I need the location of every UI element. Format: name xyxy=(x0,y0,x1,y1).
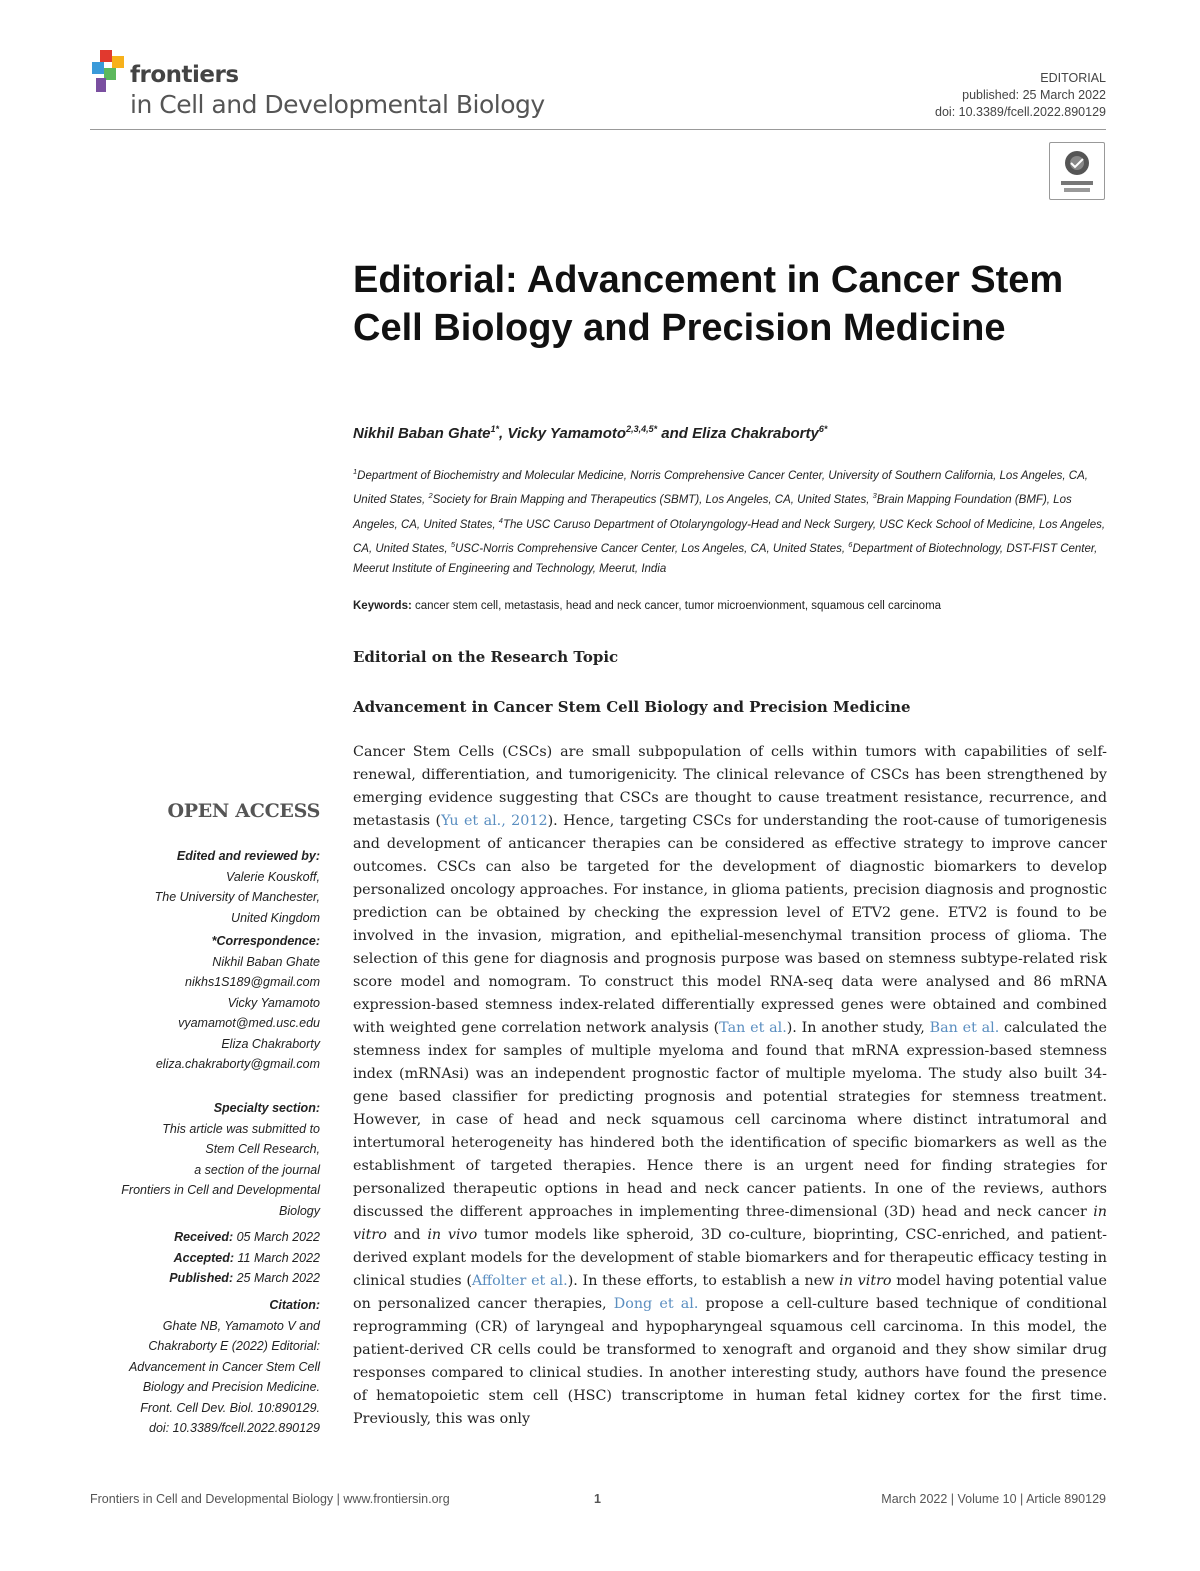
corr-email[interactable]: vyamamot@med.usc.edu xyxy=(178,1016,320,1030)
affiliation: Department of Biotechnology, DST-FIST Center, Meerut Institute of Engineering and Technology, Meerut, India xyxy=(353,542,1098,576)
keywords xyxy=(353,600,1113,612)
body-text: Cancer Stem Cells (CSCs) are small subpopulation of cells within tumors with capabilities of self-renewal, differentiation, and tumorigenicity. The clinical relevance of CSCs has been strengthened by emerging evidence suggesting that CSCs are thought to cause treatment resistance, recurrence, and metastasis ( xyxy=(353,744,1107,829)
affiliation: Society for Brain Mapping and Therapeutics (SBMT), Los Angeles, CA, United States, xyxy=(432,494,870,507)
body-paragraph xyxy=(353,741,1107,1431)
body-text: and xyxy=(386,1227,428,1243)
check-updates-icon xyxy=(1050,143,1104,199)
author-sup: 1* xyxy=(490,424,500,434)
affil-sup: 6 xyxy=(848,539,853,549)
corr-name: Vicky Yamamoto xyxy=(227,995,320,1010)
correspondence-heading: *Correspondence: xyxy=(211,934,320,948)
editor-line: The University of Manchester, xyxy=(154,890,320,904)
reference-link[interactable]: Yu et al., 2012 xyxy=(441,813,548,829)
corr-email[interactable]: nikhs1S189@gmail.com xyxy=(185,975,320,989)
reference-link[interactable]: Ban et al. xyxy=(929,1020,1000,1036)
page-number: 1 xyxy=(594,1492,601,1506)
body-italic: in vitro xyxy=(353,1204,1107,1243)
author-name[interactable]: Vicky Yamamoto xyxy=(507,425,627,442)
specialty-section xyxy=(90,1098,320,1221)
frontiers-logo-icon xyxy=(92,50,128,94)
research-topic-title[interactable]: Advancement in Cancer Stem Cell Biology and Precision Medicine xyxy=(353,698,911,716)
editor-line: Valerie Kouskoff, xyxy=(225,869,320,884)
body-text: ). In these efforts, to establish a new xyxy=(567,1273,840,1289)
body-text: model having potential value on personalized cancer therapies, xyxy=(353,1273,1107,1312)
body-text: calculated the stemness index for samples of multiple myeloma and found that mRNA expression-based stemness index (mRNAsi) was an independent prognostic factor of multiple myeloma. The study also built 34-gene based classifier for predicting prognosis and potential strategies for stemness treatment. However, in case of head and neck squamous cell carcinoma where distinct intratumoral and intertumoral heterogeneity has hindered both the identification of specific biomarkers as well as the establishment of targeted therapies. Hence there is an urgent need for finding strategies for personalized therapeutic options in head and neck cancer patients. In one of the reviews, authors discussed the different approaches in implementing three-dimensional (3D) head and neck cancer xyxy=(353,1020,1107,1220)
article-type: EDITORIAL xyxy=(1040,71,1106,85)
published-date-side xyxy=(90,1268,320,1289)
affiliation: Brain Mapping Foundation (BMF), Los Angeles, CA, United States, xyxy=(353,494,1072,531)
specialty-line: Stem Cell Research, xyxy=(205,1142,320,1156)
affil-sup: 1 xyxy=(353,467,358,476)
keywords-list: cancer stem cell, metastasis, head and neck cancer, tumor microenvionment, squamous cell carcinoma xyxy=(415,600,942,612)
body-italic: in vivo xyxy=(427,1227,478,1243)
affiliation: The USC Caruso Department of Otolaryngology-Head and Neck Surgery, USC Keck School of Medicine, Los Angeles, CA, United States, xyxy=(353,518,1106,555)
corr-email[interactable]: eliza.chakraborty@gmail.com xyxy=(155,1057,320,1071)
open-access-label: OPEN ACCESS xyxy=(167,800,320,822)
accepted-label: Accepted: xyxy=(173,1250,235,1265)
journal-name: in Cell and Developmental Biology xyxy=(130,90,545,119)
citation-line[interactable]: doi: 10.3389/fcell.2022.890129 xyxy=(149,1421,320,1435)
body-text: propose a cell-culture based technique of conditional reprogramming (CR) of laryngeal and hypopharyngeal squamous cell carcinoma. In this model, the patient-derived CR cells could be transformed to xenograft and organoid and they show similar drug responses compared to clinical studies. In another interesting study, authors have found the presence of hematopoietic stem cell (HSC) transcriptome in human fetal kidney cortex for the first time. Previously, this was only xyxy=(353,1296,1107,1427)
edited-section xyxy=(90,846,320,928)
affil-sup: 2 xyxy=(428,491,433,501)
received-date xyxy=(90,1227,320,1248)
body-text: tumor models like spheroid, 3D co-culture, bioprinting, CSC-enriched, and patient-derived explant models for the development of stable biomarkers and for therapeutic efficacy testing in clinical studies ( xyxy=(353,1227,1107,1289)
author-name[interactable]: Eliza Chakraborty xyxy=(692,425,819,442)
specialty-line: Frontiers in Cell and Developmental xyxy=(121,1183,320,1197)
published-label: Published: xyxy=(169,1271,234,1285)
accepted-value: 11 March 2022 xyxy=(237,1250,320,1265)
citation-line: Ghate NB, Yamamoto V and xyxy=(162,1318,320,1333)
affiliations xyxy=(353,462,1109,580)
edited-heading: Edited and reviewed by: xyxy=(176,849,320,863)
received-value: 05 March 2022 xyxy=(236,1230,320,1244)
doi[interactable]: doi: 10.3389/fcell.2022.890129 xyxy=(935,105,1106,119)
article-title: Editorial: Advancement in Cancer Stem Cell Biology and Precision Medicine xyxy=(353,259,1064,349)
reference-link[interactable]: Tan et al. xyxy=(719,1020,787,1036)
reference-link[interactable]: Affolter et al. xyxy=(471,1273,568,1289)
published-value: 25 March 2022 xyxy=(236,1271,320,1285)
affil-sup: 3 xyxy=(872,491,877,501)
citation-line: Advancement in Cancer Stem Cell xyxy=(128,1359,320,1374)
specialty-line: This article was submitted to xyxy=(162,1121,320,1136)
author-name[interactable]: Nikhil Baban Ghate xyxy=(353,425,491,442)
citation-heading: Citation: xyxy=(269,1298,320,1312)
body-text: ). In another study, xyxy=(786,1020,930,1036)
accepted-date xyxy=(90,1248,320,1269)
citation-section xyxy=(90,1295,320,1439)
body-italic: in vitro xyxy=(839,1273,892,1289)
article-meta xyxy=(935,70,1106,121)
check-for-updates-badge[interactable] xyxy=(1049,142,1105,200)
header-divider xyxy=(90,129,1106,130)
footer-journal[interactable]: Frontiers in Cell and Developmental Biology | www.frontiersin.org xyxy=(90,1492,450,1506)
brand-name: frontiers xyxy=(130,62,239,88)
editor-line: United Kingdom xyxy=(231,910,320,925)
specialty-line: a section of the journal xyxy=(194,1162,320,1177)
corr-name: Nikhil Baban Ghate xyxy=(212,954,320,969)
keywords-label: Keywords: xyxy=(353,600,412,612)
specialty-line: Biology xyxy=(279,1203,320,1218)
citation-line: Biology and Precision Medicine. xyxy=(142,1380,320,1394)
published-date: published: 25 March 2022 xyxy=(962,88,1106,102)
citation-line: Front. Cell Dev. Biol. 10:890129. xyxy=(140,1400,320,1415)
author-sup: 2,3,4,5* xyxy=(626,424,658,434)
footer-issue: March 2022 | Volume 10 | Article 890129 xyxy=(881,1492,1106,1506)
author-sup: 6* xyxy=(818,424,828,434)
affil-sup: 5 xyxy=(450,539,455,549)
affiliation: Department of Biochemistry and Molecular Medicine, Norris Comprehensive Cancer Center, University of Southern California, Los Angeles, CA, United States, xyxy=(353,469,1088,507)
citation-line: Chakraborty E (2022) Editorial: xyxy=(148,1339,320,1353)
correspondence-section xyxy=(90,931,320,1075)
affil-sup: 4 xyxy=(498,515,503,525)
reference-link[interactable]: Dong et al. xyxy=(613,1296,699,1312)
specialty-heading: Specialty section: xyxy=(213,1101,320,1115)
received-label: Received: xyxy=(174,1230,234,1244)
corr-name: Eliza Chakraborty xyxy=(221,1036,320,1051)
body-text: ). Hence, targeting CSCs for understanding the root-cause of tumorigenesis and development of anticancer therapies can be considered as effective strategy to improve cancer outcomes. CSCs can also be targeted for the development of diagnostic biomarkers to develop personalized oncology approaches. For instance, in glioma patients, precision diagnosis and prognostic prediction can be obtained by checking the expression level of ETV2 gene. ETV2 is found to be involved in the invasion, migration, and epithelial-mesenchymal transition process of glioma. The selection of this gene for diagnosis and prognosis purpose was based on stemness subtype-related risk score model and nomogram. To construct this model RNA-seq data were analysed and 86 mRNA expression-based stemness index-related differentially expressed genes were obtained and combined with weighted gene correlation network analysis ( xyxy=(353,813,1107,1036)
affiliation: USC-Norris Comprehensive Cancer Center, Los Angeles, CA, United States, xyxy=(454,542,846,555)
research-topic-label: Editorial on the Research Topic xyxy=(353,648,619,666)
author-list: Nikhil Baban Ghate$^{1*}$, Vicky Yamamoto$^{2,3,4,5*}$ and Eliza Chakraborty$^{6*}$ xyxy=(353,424,828,442)
dates-section xyxy=(90,1227,320,1289)
